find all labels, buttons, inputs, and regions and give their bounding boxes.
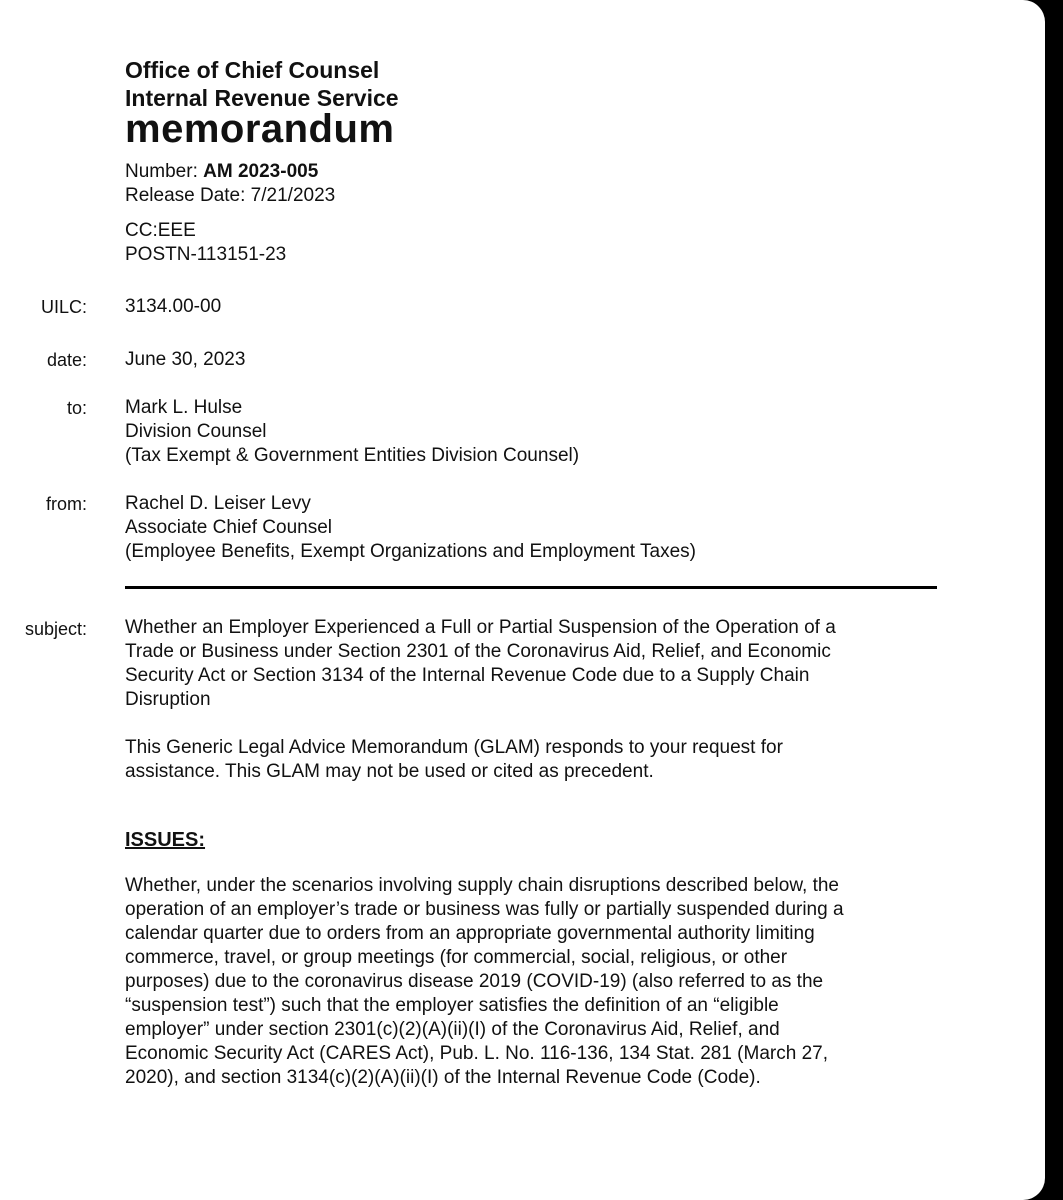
uilc-value: 3134.00-00 xyxy=(125,296,222,317)
from-division: (Employee Benefits, Exempt Organizations and Employment Taxes) xyxy=(125,541,696,562)
from-label: from: xyxy=(45,494,87,514)
to-title: Division Counsel xyxy=(125,421,267,442)
postn-code: POSTN-113151-23 xyxy=(125,244,287,265)
number-value: AM 2023-005 xyxy=(203,161,319,182)
intro-paragraph: This Generic Legal Advice Memorandum (GLAM) responds to your request for assistance. This GLAM may not be used or cited as precedent. xyxy=(125,737,783,782)
to-division: (Tax Exempt & Government Entities Division Counsel) xyxy=(125,445,580,466)
number-label: Number: xyxy=(125,161,198,182)
release-date: Release Date: 7/21/2023 xyxy=(125,185,336,206)
issues-heading: ISSUES: xyxy=(125,829,206,851)
from-name: Rachel D. Leiser Levy xyxy=(125,493,311,514)
memo-number xyxy=(125,160,318,184)
to-label: to: xyxy=(66,398,87,418)
to-name: Mark L. Hulse xyxy=(125,397,243,418)
date-label: date: xyxy=(46,350,87,370)
header-divider xyxy=(125,586,937,589)
subject-label: subject: xyxy=(24,619,87,639)
agency-heading: Internal Revenue Service xyxy=(125,85,399,111)
office-heading: Office of Chief Counsel xyxy=(125,57,380,83)
document-type-title: memorandum xyxy=(125,107,395,151)
cc-code: CC:EEE xyxy=(125,220,196,241)
from-title: Associate Chief Counsel xyxy=(125,517,332,538)
uilc-label: UILC: xyxy=(40,297,87,317)
date-value: June 30, 2023 xyxy=(125,349,246,370)
issues-paragraph: Whether, under the scenarios involving supply chain disruptions described below, the operation of an employer’s trade or business was fully or partially suspended during a calendar quarter due to orders from an appropriate governmental authority limiting commerce, travel, or group meetings (for commercial, social, religious, or other purposes) due to the coronavirus disease 2019 (COVID-19) (also referred to as the “suspension test”) such that the employer satisfies the definition of an “eligible employer” under section 2301(c)(2)(A)(ii)(I) of the Coronavirus Aid, Relief, and Economic Security Act (CARES Act), Pub. L. No. 116-136, 134 Stat. 281 (March 27, 2020), and section 3134(c)(2)(A)(ii)(I) of the Internal Revenue Code (Code). xyxy=(125,875,844,1088)
subject-text: Whether an Employer Experienced a Full or Partial Suspension of the Operation of a Trade or Business under Section 2301 of the Coronavirus Aid, Relief, and Economic Security Act or Section 3134 of the Internal Revenue Code due to a Supply Chain Disruption xyxy=(125,617,836,710)
